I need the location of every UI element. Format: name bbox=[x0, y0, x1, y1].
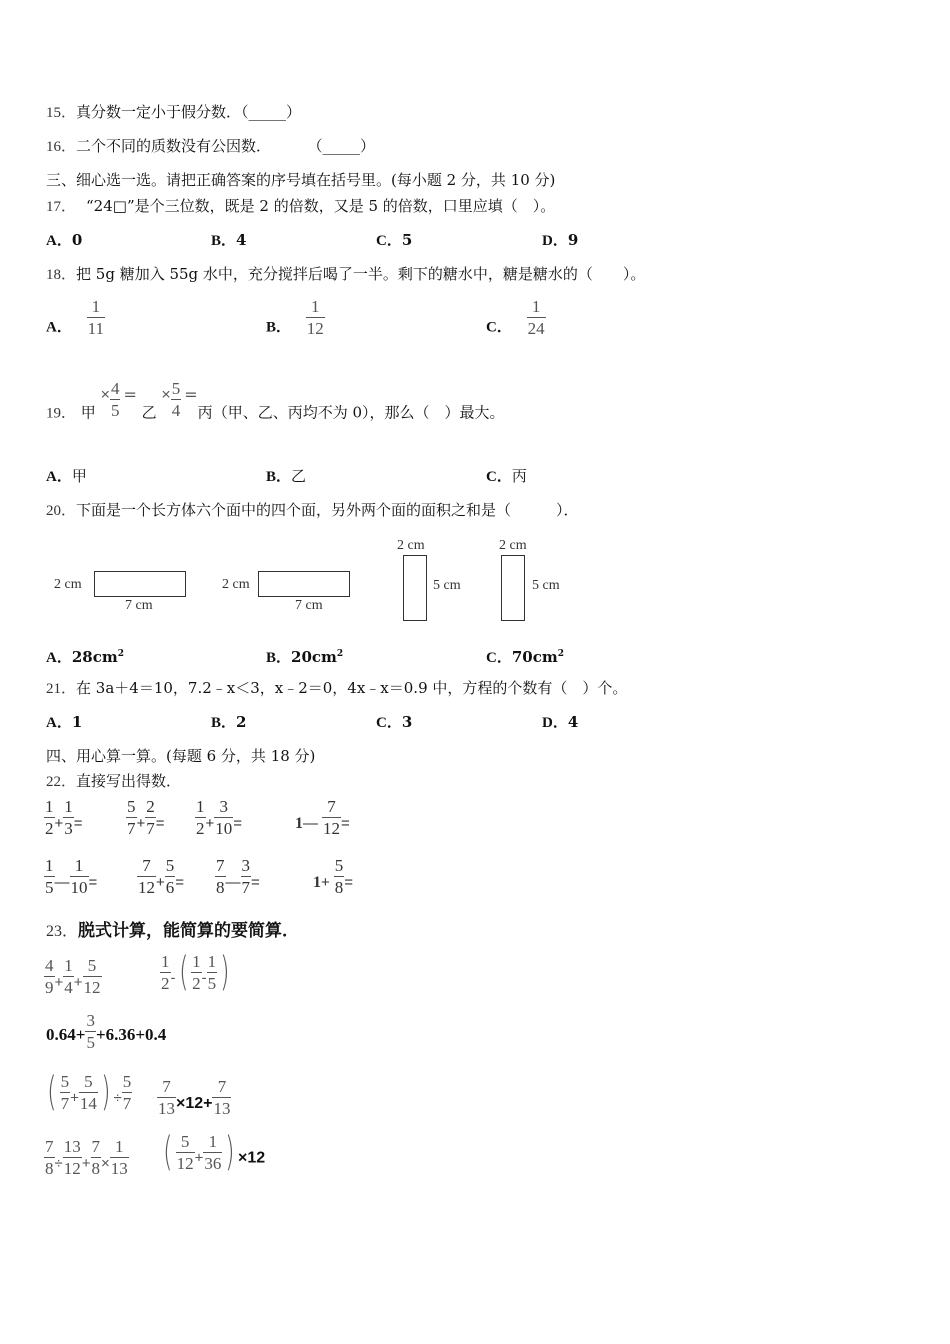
equals-sign: = bbox=[233, 815, 243, 832]
option-value: 9 bbox=[567, 231, 579, 249]
option-label: A． bbox=[46, 650, 72, 666]
fraction: $\frac{5}{12}$ bbox=[83, 956, 101, 997]
expr-text: ×12 bbox=[237, 1149, 266, 1167]
option-value: 70cm bbox=[511, 648, 558, 666]
question-number: 23． bbox=[46, 923, 79, 940]
superscript: 2 bbox=[117, 649, 124, 659]
fraction: $\frac{7}{13}$ bbox=[213, 1077, 231, 1118]
fraction: $\frac{5}{6}$ bbox=[165, 856, 175, 897]
fraction: $\frac{1}{2}$ bbox=[196, 797, 205, 838]
fraction: $\frac{4}{5}$ bbox=[110, 379, 120, 420]
equals-sign: = bbox=[251, 874, 260, 891]
q21-option-d[interactable] bbox=[542, 712, 578, 733]
fraction: $\frac{5}{14}$ bbox=[79, 1071, 97, 1113]
fraction: $\frac{5}{7}$ bbox=[122, 1071, 132, 1113]
fraction: $\frac{5}{4}$ bbox=[171, 379, 181, 420]
question-text: 把 5g 糖加入 55g 水中，充分搅拌后喝了一半。剩下的糖水中，糖是糖水的（ ）。 bbox=[76, 265, 646, 283]
equals-sign: = bbox=[175, 874, 185, 891]
integer: 1 bbox=[313, 874, 321, 891]
fraction: $\frac{5}{7}$ bbox=[60, 1071, 70, 1113]
q23-expr-5 bbox=[157, 1078, 231, 1117]
question-15 bbox=[46, 102, 301, 123]
option-label: B． bbox=[266, 319, 292, 336]
dim-label: 2 cm bbox=[397, 538, 425, 553]
right-paren: ) bbox=[100, 1069, 111, 1115]
dim-label: 5 cm bbox=[433, 578, 461, 593]
fraction: $\frac{1}{11}$ bbox=[87, 297, 104, 338]
q17-option-b[interactable] bbox=[211, 230, 246, 251]
q19-option-a[interactable] bbox=[46, 466, 87, 487]
equals-sign: = bbox=[155, 815, 165, 832]
question-21 bbox=[46, 678, 627, 699]
dim-label: 5 cm bbox=[532, 578, 560, 593]
option-label: A． bbox=[46, 469, 72, 485]
q21-option-a[interactable] bbox=[46, 712, 82, 733]
question-23 bbox=[46, 920, 299, 943]
question-text: “24□”是个三位数，既是 2 的倍数，又是 5 的倍数，口里应填（ ）。 bbox=[86, 197, 556, 215]
fraction: $\frac{1}{4}$ bbox=[64, 956, 73, 997]
fraction: $\frac{1}{24}$ bbox=[527, 297, 545, 338]
fraction: $\frac{2}{7}$ bbox=[146, 797, 155, 838]
q23-expr-2 bbox=[160, 949, 233, 995]
question-22 bbox=[46, 771, 181, 792]
fraction: $\frac{1}{2}$ bbox=[161, 951, 170, 993]
fraction: $\frac{3}{5}$ bbox=[86, 1011, 95, 1052]
q21-option-b[interactable] bbox=[211, 712, 246, 733]
question-text: 直接写出得数． bbox=[76, 772, 182, 790]
question-text: 在 3a＋4＝10，7.2﹣x＜3，x﹣2＝0，4x﹣x＝0.9 中，方程的个数有（ ）个。 bbox=[76, 679, 628, 697]
q21-option-c[interactable] bbox=[376, 712, 412, 733]
q17-option-c[interactable] bbox=[376, 230, 412, 251]
option-value: 28cm bbox=[71, 648, 118, 666]
q22-item-6 bbox=[137, 857, 184, 896]
minus-sign: — bbox=[303, 815, 318, 832]
fraction: $\frac{7}{12}$ bbox=[138, 856, 155, 897]
equals-sign: = bbox=[341, 815, 350, 832]
right-paren: ) bbox=[220, 949, 230, 995]
option-value: 5 bbox=[401, 231, 413, 249]
expr-text: ×12+ bbox=[176, 1095, 213, 1112]
option-label: C． bbox=[486, 650, 512, 666]
divide-sign: ÷ bbox=[54, 1155, 63, 1172]
option-label: B． bbox=[211, 715, 237, 731]
fraction: $\frac{1}{5}$ bbox=[207, 951, 217, 993]
fraction: $\frac{3}{10}$ bbox=[215, 797, 233, 838]
q18-option-c[interactable] bbox=[486, 298, 546, 338]
option-value: 4 bbox=[236, 231, 247, 249]
fraction: $\frac{5}{7}$ bbox=[127, 797, 136, 838]
minus-sign: — bbox=[225, 874, 241, 891]
fraction: $\frac{1}{2}$ bbox=[192, 951, 201, 993]
superscript: 2 bbox=[557, 649, 564, 659]
q20-option-a[interactable] bbox=[46, 644, 124, 668]
fraction: $\frac{5}{8}$ bbox=[334, 856, 344, 897]
fraction: $\frac{1}{3}$ bbox=[64, 797, 73, 838]
left-paren: ( bbox=[163, 1129, 173, 1175]
option-value: 1 bbox=[71, 713, 83, 731]
left-paren: ( bbox=[178, 949, 188, 995]
fraction: $\frac{7}{8}$ bbox=[91, 1137, 100, 1178]
q23-expr-7 bbox=[160, 1129, 266, 1175]
var-bing: 丙 bbox=[197, 403, 213, 422]
fraction: $\frac{1}{10}$ bbox=[70, 856, 88, 897]
option-label: C． bbox=[486, 319, 512, 336]
section-3-title: 三、细心选一选。请把正确答案的序号填在括号里。(每小题 2 分，共 10 分) bbox=[46, 171, 556, 189]
question-number: 22． bbox=[46, 774, 77, 790]
q23-expr-3 bbox=[46, 1012, 166, 1051]
question-number: 16． bbox=[46, 139, 77, 155]
minus-sign: - bbox=[170, 969, 176, 987]
fraction: $\frac{7}{12}$ bbox=[323, 797, 340, 838]
rectangle-shape bbox=[403, 555, 427, 621]
option-label: D． bbox=[542, 233, 568, 249]
question-number: 19． bbox=[46, 405, 77, 422]
option-label: A． bbox=[46, 233, 72, 249]
question-number: 18． bbox=[46, 267, 77, 283]
dim-label: 7 cm bbox=[125, 598, 153, 613]
option-label: B． bbox=[211, 233, 237, 249]
question-text: 二个不同的质数没有公因数． bbox=[76, 137, 272, 155]
dim-label: 2 cm bbox=[499, 538, 527, 553]
question-17 bbox=[46, 196, 555, 217]
option-value: 4 bbox=[567, 713, 579, 731]
equals-sign: = bbox=[88, 874, 98, 891]
plus-sign: + bbox=[54, 815, 64, 832]
option-label: C． bbox=[376, 715, 402, 731]
option-label: A． bbox=[46, 715, 72, 731]
plus-sign: + bbox=[205, 815, 215, 832]
option-value: 2 bbox=[236, 713, 247, 731]
fraction: $\frac{13}{12}$ bbox=[63, 1137, 81, 1178]
q20-option-c[interactable] bbox=[486, 644, 564, 668]
expr-text: 0.64+ bbox=[46, 1025, 86, 1044]
option-value: 甲 bbox=[71, 467, 87, 485]
q22-item-1 bbox=[44, 798, 83, 837]
rectangle-shape bbox=[501, 555, 525, 621]
q18-option-a[interactable] bbox=[46, 298, 105, 338]
q17-option-a[interactable] bbox=[46, 230, 82, 251]
q22-item-4 bbox=[295, 798, 350, 837]
option-label: D． bbox=[542, 715, 568, 731]
rectangle-shape bbox=[258, 571, 350, 597]
question-text: 真分数一定小于假分数．（_____） bbox=[76, 103, 302, 121]
q19-option-b[interactable] bbox=[266, 466, 306, 487]
equals-sign: = bbox=[123, 384, 137, 404]
equals-sign: = bbox=[73, 815, 83, 832]
question-number: 21． bbox=[46, 681, 77, 697]
option-label: A． bbox=[46, 319, 72, 336]
right-paren: ) bbox=[225, 1129, 235, 1175]
var-jia: 甲 bbox=[80, 403, 96, 422]
divide-sign: ÷ bbox=[113, 1089, 122, 1107]
answer-blank[interactable]: （_____） bbox=[315, 137, 376, 155]
question-text: 下面是一个长方体六个面中的四个面，另外两个面的面积之和是（ ）． bbox=[76, 501, 579, 519]
var-yi: 乙 bbox=[141, 403, 157, 422]
plus-sign: + bbox=[321, 874, 330, 891]
option-value: 乙 bbox=[291, 467, 307, 485]
question-20 bbox=[46, 500, 579, 521]
dim-label: 7 cm bbox=[295, 598, 323, 613]
plus-sign: + bbox=[54, 974, 64, 991]
option-value: 20cm bbox=[291, 648, 337, 666]
q22-item-7 bbox=[215, 857, 260, 896]
plus-sign: + bbox=[194, 1149, 204, 1167]
q22-item-2 bbox=[126, 798, 165, 837]
q23-expr-6 bbox=[44, 1138, 129, 1177]
option-label: B． bbox=[266, 650, 292, 666]
fraction: $\frac{1}{12}$ bbox=[306, 297, 324, 338]
q23-expr-1 bbox=[44, 957, 102, 996]
q18-option-b[interactable] bbox=[266, 298, 325, 338]
section-4-title: 四、用心算一算。(每题 6 分，共 18 分) bbox=[46, 747, 316, 765]
times-sign: × bbox=[161, 386, 171, 404]
plus-sign: + bbox=[156, 874, 165, 891]
equals-sign: = bbox=[344, 874, 354, 891]
q20-option-b[interactable] bbox=[266, 644, 343, 668]
q22-item-8 bbox=[313, 857, 353, 896]
plus-sign: + bbox=[81, 1155, 91, 1172]
option-value: 0 bbox=[71, 231, 83, 249]
plus-sign: + bbox=[70, 1089, 79, 1107]
question-number: 17． bbox=[46, 199, 77, 215]
minus-sign: — bbox=[54, 874, 70, 891]
integer: 1 bbox=[295, 815, 303, 832]
option-label: C． bbox=[486, 469, 512, 485]
equals-sign: = bbox=[184, 384, 198, 404]
q19-option-c[interactable] bbox=[486, 466, 527, 487]
question-text: （甲、乙、丙均不为 0），那么（ ）最大。 bbox=[212, 403, 505, 422]
q22-item-5 bbox=[44, 857, 97, 896]
question-number: 15． bbox=[46, 105, 77, 121]
question-number: 20． bbox=[46, 503, 77, 519]
minus-sign: - bbox=[201, 969, 207, 987]
fraction: $\frac{7}{8}$ bbox=[216, 856, 225, 897]
question-18 bbox=[46, 264, 645, 285]
fraction: $\frac{1}{13}$ bbox=[110, 1137, 128, 1178]
option-value: 3 bbox=[401, 713, 413, 731]
question-text: 脱式计算，能简算的要简算． bbox=[78, 921, 300, 941]
option-label: C． bbox=[376, 233, 402, 249]
question-19 bbox=[46, 380, 505, 428]
superscript: 2 bbox=[336, 649, 344, 659]
left-paren: ( bbox=[47, 1069, 57, 1115]
q22-item-3 bbox=[195, 798, 242, 837]
fraction: $\frac{4}{9}$ bbox=[45, 956, 54, 997]
q17-option-d[interactable] bbox=[542, 230, 578, 251]
fraction: $\frac{7}{8}$ bbox=[45, 1137, 54, 1178]
question-16 bbox=[46, 136, 375, 157]
dim-label: 2 cm bbox=[54, 577, 82, 592]
plus-sign: + bbox=[136, 815, 146, 832]
option-value: 丙 bbox=[511, 467, 527, 485]
q23-expr-4 bbox=[44, 1069, 132, 1115]
fraction: $\frac{5}{12}$ bbox=[176, 1131, 194, 1173]
expr-text: +6.36+0.4 bbox=[95, 1025, 167, 1044]
dim-label: 2 cm bbox=[222, 577, 250, 592]
fraction: $\frac{7}{13}$ bbox=[158, 1077, 175, 1118]
plus-sign: + bbox=[73, 974, 83, 991]
option-label: B． bbox=[266, 469, 292, 485]
times-sign: × bbox=[101, 1155, 110, 1172]
fraction: $\frac{1}{36}$ bbox=[204, 1131, 222, 1173]
rectangle-shape bbox=[94, 571, 186, 597]
times-sign: × bbox=[100, 386, 110, 404]
fraction: $\frac{1}{5}$ bbox=[45, 856, 54, 897]
fraction: $\frac{3}{7}$ bbox=[241, 856, 250, 897]
fraction: $\frac{1}{2}$ bbox=[45, 797, 54, 838]
